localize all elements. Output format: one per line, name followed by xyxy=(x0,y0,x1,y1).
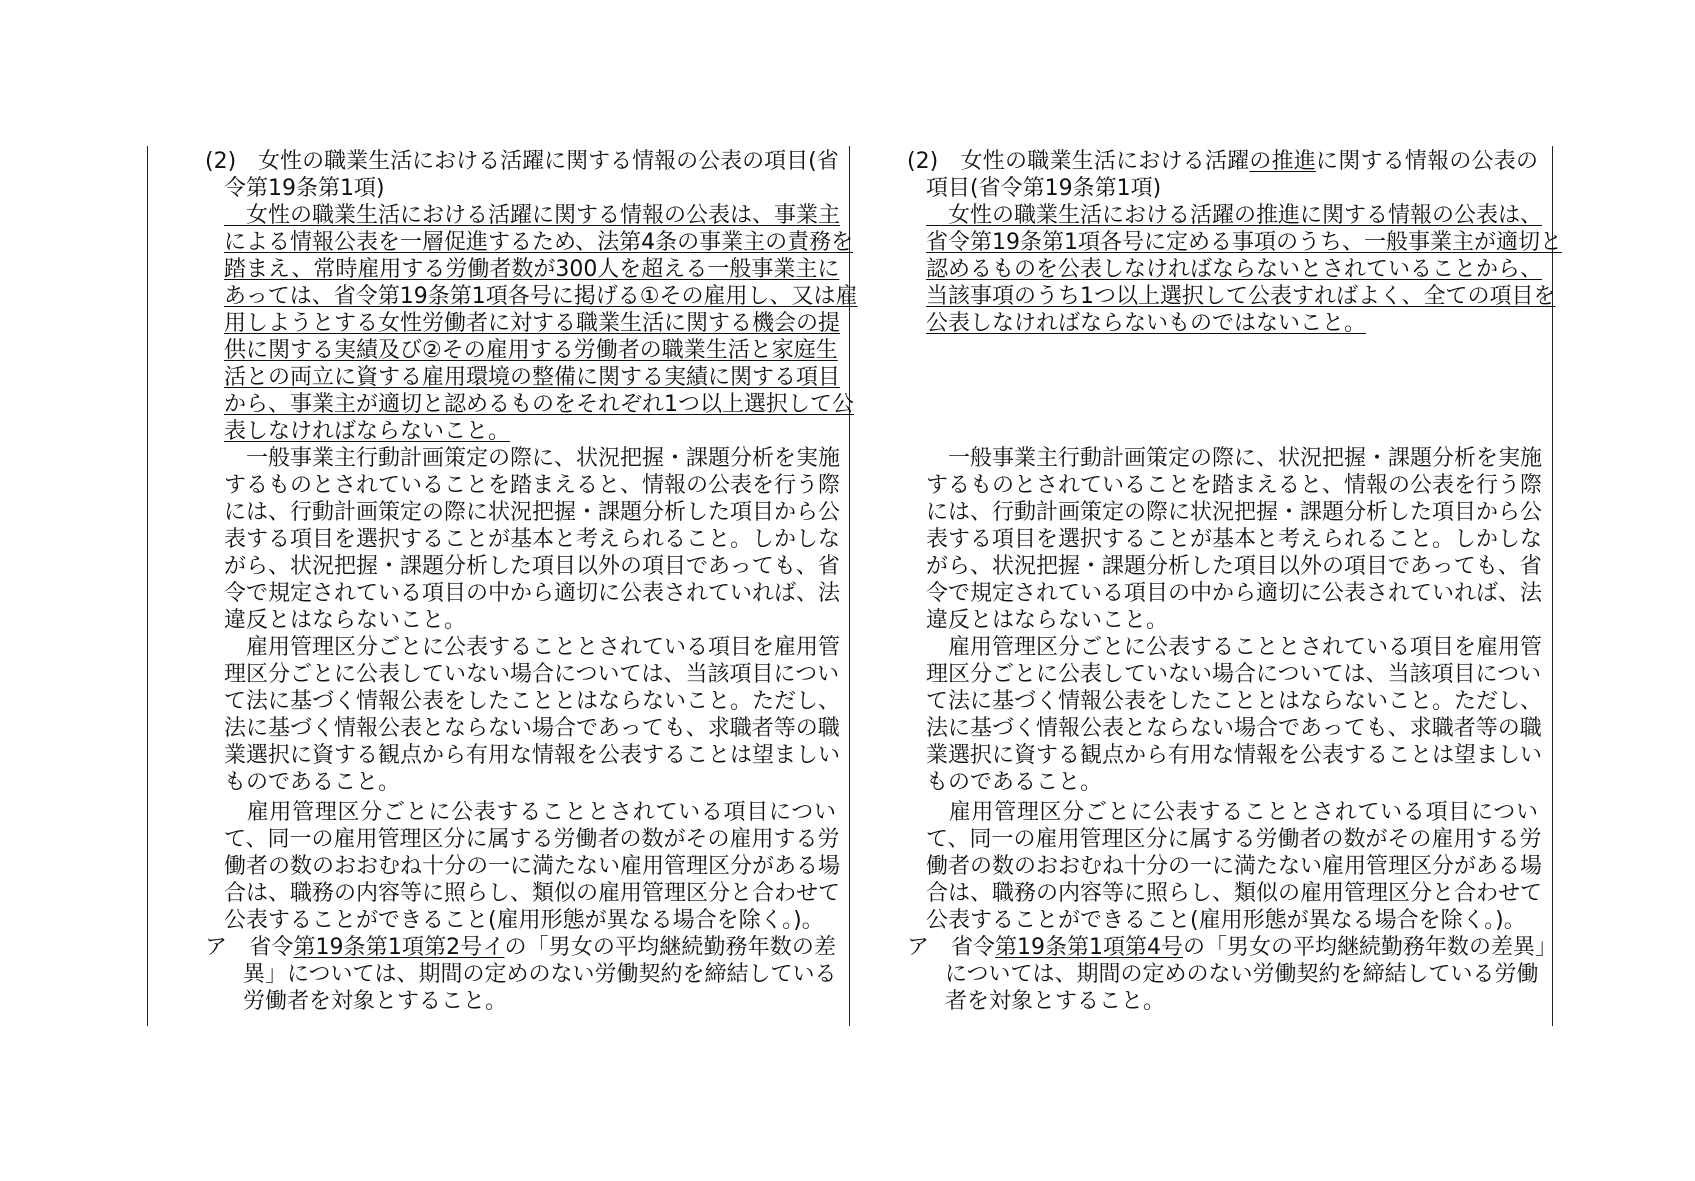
line-text: 雇用管理区分ごとに公表することとされている項目を雇用管 xyxy=(926,635,1543,660)
line-text: 一般事業主行動計画策定の際に、状況把握・課題分析を実施 xyxy=(224,446,841,471)
text-line xyxy=(926,907,1538,934)
line-text: ア 省令 xyxy=(205,935,294,960)
line-text: の「男女の平均継続勤務年数の差異」 xyxy=(1183,935,1558,960)
line-text: については、期間の定めのない労働契約を締結している労働 xyxy=(945,962,1539,987)
text-line xyxy=(224,229,854,256)
column-new-text xyxy=(907,148,1562,1015)
text-line xyxy=(224,256,840,283)
line-text: ものであること。 xyxy=(926,770,1103,795)
line-text: 法に基づく情報公表とならない場合であっても、求職者等の職 xyxy=(926,716,1542,741)
line-text: 女性の職業生活における活躍の推進に関する情報の公表は、 xyxy=(926,203,1543,228)
text-line xyxy=(224,988,836,1015)
text-line xyxy=(224,310,841,337)
text-line xyxy=(224,661,840,688)
line-text: 違反とはならないこと。 xyxy=(926,608,1169,633)
column-old-text xyxy=(205,148,858,1015)
table-border-left xyxy=(147,146,148,1026)
text-line xyxy=(224,742,841,769)
paragraph-3 xyxy=(926,634,1543,796)
line-text: 用しようとする女性労働者に対する職業生活に関する機会の提 xyxy=(224,311,841,336)
text-line xyxy=(224,202,841,229)
text-line xyxy=(224,688,841,715)
line-text: がら、状況把握・課題分析した項目以外の項目であっても、省 xyxy=(224,554,840,579)
line-text: 業選択に資する観点から有用な情報を公表することは望ましい xyxy=(926,743,1543,768)
line-text: 一般事業主行動計画策定の際に、状況把握・課題分析を実施 xyxy=(926,446,1543,471)
text-line xyxy=(224,283,858,310)
text-line xyxy=(224,799,836,826)
text-line xyxy=(926,799,1538,826)
text-line xyxy=(224,715,840,742)
table-border-right xyxy=(1552,146,1553,1026)
text-line xyxy=(926,769,1538,796)
paragraph-underlined xyxy=(926,202,1562,337)
line-text: するものとされていることを踏まえると、情報の公表を行う際 xyxy=(926,473,1543,498)
text-line xyxy=(224,553,840,580)
line-text: がら、状況把握・課題分析した項目以外の項目であっても、省 xyxy=(926,554,1542,579)
text-line xyxy=(224,634,841,661)
text-line xyxy=(926,202,1543,229)
text-line xyxy=(926,499,1543,526)
line-text: 表する項目を選択することが基本と考えられること。しかしな xyxy=(926,527,1543,552)
line-text: 理区分ごとに公表していない場合については、当該項目につい xyxy=(926,662,1542,687)
line-text: (2) 女性の職業生活における活躍 xyxy=(907,149,1250,174)
line-text: するものとされていることを踏まえると、情報の公表を行う際 xyxy=(224,473,841,498)
text-line xyxy=(926,580,1543,607)
text-line xyxy=(926,445,1543,472)
line-text: 雇用管理区分ごとに公表することとされている項目につい xyxy=(224,800,836,825)
line-text: て法に基づく情報公表をしたこととはならないこと。ただし、 xyxy=(926,689,1543,714)
text-line xyxy=(224,769,836,796)
text-line xyxy=(926,880,1543,907)
line-text: 者を対象とすること。 xyxy=(945,989,1166,1014)
line-text: から、事業主が適切と認めるものをそれぞれ1つ以上選択して公 xyxy=(224,392,854,417)
text-line xyxy=(224,364,841,391)
line-text: による情報公表を一層促進するため、法第4条の事業主の責務を xyxy=(224,230,854,255)
underlined-text: の推進 xyxy=(1249,149,1317,174)
line-text: 当該事項のうち1つ以上選択して公表すればよく、全ての項目を xyxy=(926,284,1556,309)
section-heading xyxy=(907,148,1538,202)
line-text: 表しなければならないこと。 xyxy=(224,419,511,444)
text-line xyxy=(224,472,841,499)
line-text: 業選択に資する観点から有用な情報を公表することは望ましい xyxy=(224,743,841,768)
text-line xyxy=(926,310,1538,337)
text-line xyxy=(907,934,1558,961)
text-line xyxy=(926,688,1543,715)
text-line xyxy=(926,742,1543,769)
line-text: 働者の数のおおむね十分の一に満たない雇用管理区分がある場 xyxy=(926,854,1543,879)
line-text: 令で規定されている項目の中から適切に公表されていれば、法 xyxy=(926,581,1543,606)
line-text: ア 省令 xyxy=(907,935,996,960)
text-line xyxy=(224,826,840,853)
text-line xyxy=(926,256,1543,283)
line-text: 理区分ごとに公表していない場合については、当該項目につい xyxy=(224,662,840,687)
text-line xyxy=(224,445,841,472)
line-text: て、同一の雇用管理区分に属する労働者の数がその雇用する労 xyxy=(926,827,1542,852)
line-text: 活との両立に資する雇用環境の整備に関する実績に関する項目 xyxy=(224,365,841,390)
section-heading xyxy=(205,148,839,202)
paragraph-underlined xyxy=(224,202,858,445)
text-line xyxy=(926,283,1556,310)
line-text: て、同一の雇用管理区分に属する労働者の数がその雇用する労 xyxy=(224,827,840,852)
line-text: 公表しなければならないものではないこと。 xyxy=(926,311,1367,336)
line-text: 公表することができること(雇用形態が異なる場合を除く。)。 xyxy=(224,908,824,933)
line-text: 省令第19条第1項各号に定める事項のうち、一般事業主が適切と xyxy=(926,230,1562,255)
line-text: には、行動計画策定の際に状況把握・課題分析した項目から公 xyxy=(926,500,1543,525)
text-line xyxy=(224,853,841,880)
text-line xyxy=(926,553,1542,580)
line-text: 雇用管理区分ごとに公表することとされている項目を雇用管 xyxy=(224,635,841,660)
line-text: 認めるものを公表しなければならないとされていることから、 xyxy=(926,257,1543,282)
line-text: 供に関する実績及び②その雇用する労働者の職業生活と家庭生 xyxy=(224,338,838,363)
line-text: 合は、職務の内容等に照らし、類似の雇用管理区分と合わせて xyxy=(926,881,1543,906)
text-line xyxy=(926,175,1538,202)
line-text: 踏まえ、常時雇用する労働者数が300人を超える一般事業主に xyxy=(224,257,840,282)
line-text: 雇用管理区分ごとに公表することとされている項目につい xyxy=(926,800,1538,825)
text-line xyxy=(926,607,1538,634)
text-line xyxy=(224,337,836,364)
text-line xyxy=(224,607,836,634)
line-text: ものであること。 xyxy=(224,770,401,795)
text-line xyxy=(926,661,1542,688)
text-line xyxy=(907,148,1538,175)
text-line xyxy=(926,961,1538,988)
line-text: 令で規定されている項目の中から適切に公表されていれば、法 xyxy=(224,581,841,606)
line-text: 異」については、期間の定めのない労働契約を締結している xyxy=(243,962,837,987)
text-line xyxy=(926,853,1543,880)
paragraph-4 xyxy=(926,799,1543,934)
text-line xyxy=(224,499,841,526)
underlined-text: 第19条第1項第2号イ xyxy=(293,935,505,960)
item-a xyxy=(205,934,837,1015)
text-line xyxy=(926,229,1562,256)
line-text: あっては、省令第19条第1項各号に掲げる①その雇用し、又は雇 xyxy=(224,284,858,309)
line-text: に関する情報の公表の xyxy=(1316,149,1538,174)
text-line xyxy=(224,961,836,988)
line-text: 表する項目を選択することが基本と考えられること。しかしな xyxy=(224,527,841,552)
line-text: 令第19条第1項) xyxy=(224,176,385,201)
table-border-middle xyxy=(849,146,850,1026)
text-line xyxy=(224,580,841,607)
line-text: 女性の職業生活における活躍に関する情報の公表は、事業主 xyxy=(224,203,841,228)
paragraph-3 xyxy=(224,634,841,796)
text-line xyxy=(926,634,1543,661)
line-text: 労働者を対象とすること。 xyxy=(243,989,508,1014)
text-line xyxy=(224,418,836,445)
line-text: 公表することができること(雇用形態が異なる場合を除く。)。 xyxy=(926,908,1526,933)
text-line xyxy=(224,175,836,202)
line-text: には、行動計画策定の際に状況把握・課題分析した項目から公 xyxy=(224,500,841,525)
line-text: て法に基づく情報公表をしたこととはならないこと。ただし、 xyxy=(224,689,841,714)
text-line xyxy=(205,148,839,175)
item-a xyxy=(907,934,1558,1015)
line-text: 働者の数のおおむね十分の一に満たない雇用管理区分がある場 xyxy=(224,854,841,879)
text-line xyxy=(224,880,841,907)
line-text: 項目(省令第19条第1項) xyxy=(926,176,1162,201)
line-text: の「男女の平均継続勤務年数の差 xyxy=(504,935,836,960)
line-text: 法に基づく情報公表とならない場合であっても、求職者等の職 xyxy=(224,716,840,741)
line-text: (2) 女性の職業生活における活躍に関する情報の公表の項目(省 xyxy=(205,149,839,174)
text-line xyxy=(205,934,836,961)
text-line xyxy=(926,526,1543,553)
text-line xyxy=(224,391,854,418)
paragraph-2 xyxy=(224,445,841,634)
text-line xyxy=(224,907,836,934)
text-line xyxy=(926,988,1538,1015)
text-line xyxy=(926,472,1543,499)
line-text: 合は、職務の内容等に照らし、類似の雇用管理区分と合わせて xyxy=(224,881,841,906)
text-line xyxy=(926,715,1542,742)
paragraph-2 xyxy=(926,445,1543,634)
text-line xyxy=(224,526,841,553)
underlined-text: 第19条第1項第4号 xyxy=(995,935,1184,960)
paragraph-4 xyxy=(224,799,841,934)
line-text: 違反とはならないこと。 xyxy=(224,608,467,633)
text-line xyxy=(926,826,1542,853)
